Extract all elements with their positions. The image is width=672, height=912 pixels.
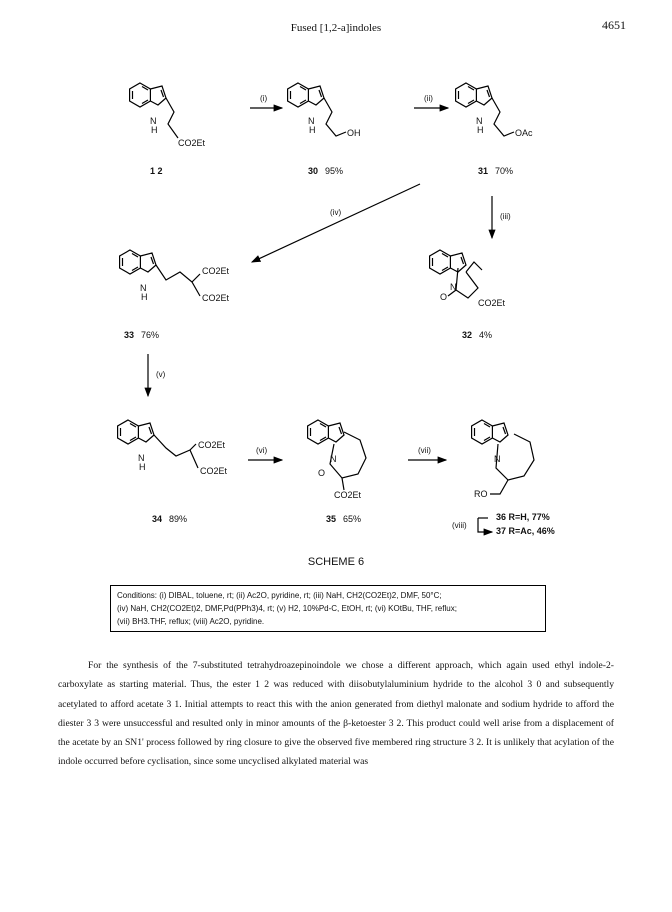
molecule-36-37 bbox=[472, 420, 534, 494]
step-label-iv: (iv) bbox=[330, 208, 342, 217]
running-header: Fused [1,2-a]indoles bbox=[290, 22, 382, 34]
step-label-vi: (vi) bbox=[256, 446, 268, 455]
compound-label-30: 30 bbox=[308, 166, 319, 176]
compound-label-37: 37 R=Ac, 46% bbox=[496, 526, 555, 536]
scheme-title: SCHEME 6 bbox=[307, 556, 365, 568]
n-atom-12: N bbox=[150, 116, 157, 126]
co2et-34-a: CO2Et bbox=[198, 440, 226, 450]
h-atom-12: H bbox=[151, 125, 158, 135]
co2et-32: CO2Et bbox=[478, 298, 506, 308]
compound-label-12: 1 2 bbox=[150, 166, 163, 176]
compound-yield-32: 4% bbox=[479, 330, 493, 340]
body-paragraph: For the synthesis of the 7-substituted tetrahydroazepinoindole we chose a different approach, which again used ethyl indole-2-carboxylate as starting material. Thus, the ester 1 2 was reduced with diisobutylaluminium hydride to the alcohol 3 0 and subsequently acetylated to afford acetate 3 1. Initial attempts to react this with the anion generated from diethyl malonate and sodium hydride to afford the diester 3 3 were unsuccessful and resulted only in minor amounts of the β-ketoester 3 2. This product could well arise from a displacement of the acetate by an SN1' process followed by ring closure to give the observed five membered ring structure 3 2. It is unlikely that acylation of the indole occurred before cyclisation, since some uncyclised alkylated material was bbox=[58, 660, 614, 768]
co2et-35: CO2Et bbox=[334, 490, 362, 500]
co2et-33-a: CO2Et bbox=[202, 266, 230, 276]
conditions-line-1: Conditions: (i) DIBAL, toluene, rt; (ii) Ac2O, pyridine, rt; (iii) NaH, CH2(CO2Et)2, DMF, 50°C; bbox=[117, 591, 442, 600]
step-label-viii: (viii) bbox=[452, 521, 467, 530]
oac-31: OAc bbox=[515, 128, 533, 138]
compound-yield-35: 65% bbox=[343, 514, 362, 524]
co2et-34-b: CO2Et bbox=[200, 466, 228, 476]
arrow-step-viii bbox=[478, 518, 492, 532]
n-atom-33: N bbox=[140, 283, 147, 293]
n-atom-35: N bbox=[330, 454, 337, 464]
h-atom-31: H bbox=[477, 125, 484, 135]
step-label-iii: (iii) bbox=[500, 212, 511, 221]
ro-36: RO bbox=[474, 489, 488, 499]
n-atom-31: N bbox=[476, 116, 483, 126]
molecule-34 bbox=[118, 420, 198, 468]
compound-label-33: 33 bbox=[124, 330, 135, 340]
co2et-33-b: CO2Et bbox=[202, 293, 230, 303]
n-atom-36: N bbox=[494, 454, 501, 464]
molecule-33 bbox=[120, 250, 200, 296]
co2et-12: CO2Et bbox=[178, 138, 206, 148]
oh-30: OH bbox=[347, 128, 361, 138]
o-atom-32: O bbox=[440, 292, 448, 302]
n-atom-32: N bbox=[450, 282, 457, 292]
n-atom-34: N bbox=[138, 453, 145, 463]
step-label-i: (i) bbox=[260, 94, 268, 103]
o-atom-35: O bbox=[318, 468, 326, 478]
conditions-line-3: (vii) BH3.THF, reflux; (viii) Ac2O, pyridine. bbox=[117, 617, 265, 626]
compound-label-35: 35 bbox=[326, 514, 337, 524]
h-atom-30: H bbox=[309, 125, 316, 135]
page-number: 4651 bbox=[602, 18, 626, 32]
compound-yield-34: 89% bbox=[169, 514, 188, 524]
compound-label-31: 31 bbox=[478, 166, 489, 176]
compound-label-32: 32 bbox=[462, 330, 473, 340]
compound-label-36: 36 R=H, 77% bbox=[496, 512, 550, 522]
compound-yield-30: 95% bbox=[325, 166, 344, 176]
h-atom-34: H bbox=[139, 462, 146, 472]
molecule-35 bbox=[308, 420, 366, 490]
compound-label-34: 34 bbox=[152, 514, 163, 524]
compound-yield-33: 76% bbox=[141, 330, 160, 340]
body-text bbox=[58, 656, 614, 772]
step-label-v: (v) bbox=[156, 370, 166, 379]
step-label-ii: (ii) bbox=[424, 94, 433, 103]
molecule-30 bbox=[288, 83, 346, 136]
step-label-vii: (vii) bbox=[418, 446, 431, 455]
molecule-31 bbox=[456, 83, 514, 136]
conditions-line-2: (iv) NaH, CH2(CO2Et)2, DMF,Pd(PPh3)4, rt; (v) H2, 10%Pd-C, EtOH, rt; (vi) KOtBu, THF, reflux; bbox=[117, 604, 457, 613]
conditions-box bbox=[110, 585, 546, 632]
compound-yield-31: 70% bbox=[495, 166, 514, 176]
h-atom-33: H bbox=[141, 292, 148, 302]
n-atom-30: N bbox=[308, 116, 315, 126]
arrow-step-iv bbox=[252, 184, 420, 262]
